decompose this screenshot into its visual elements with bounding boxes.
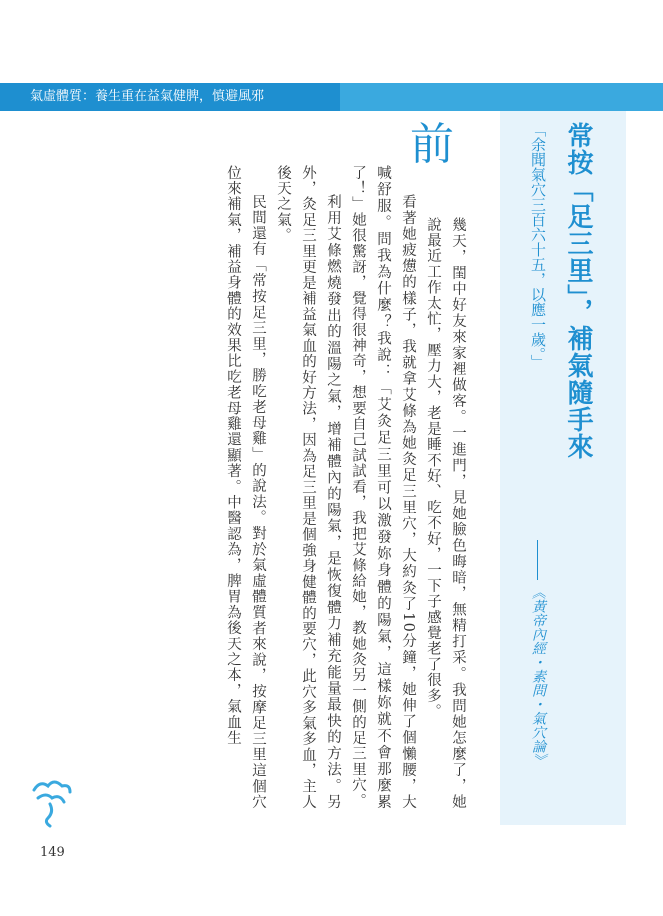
cloud-ornament-icon — [28, 770, 76, 830]
paragraph-4: 民間還有「常按足三里，勝吃老母雞」的說法。對於氣虛體質者來說，按摩足三里這個穴位來補氣，補益身體的效果比吃老母雞還顯著。中醫認為，脾胃為後天之本，氣血生 — [225, 165, 266, 810]
paragraph-2: 看著她疲憊的樣子，我就拿艾條為她灸足三里穴，大約灸了10分鐘，她伸了個懶腰，大喊舒服。問我為什麼？我說：「艾灸足三里可以激發妳身體的陽氣，這樣妳就不會那麼累了！」她很驚訝，覺得很神奇，想要自己試試看，我把艾條給她，教她灸另一側的足三里穴。 — [350, 165, 416, 810]
source-dash — [537, 540, 538, 580]
paragraph-3: 利用艾條燃燒發出的溫陽之氣，增補體內的陽氣，是恢復體力補充能量最快的方法。另外，灸足三里更是補益氣血的好方法，因為足三里是個強身健體的要穴，此穴多氣多血，主人後天之氣。 — [275, 165, 341, 810]
drop-cap: 前 — [410, 119, 454, 170]
chapter-title: 氣虛體質：養生重在益氣健脾，慎避風邪 — [0, 83, 340, 111]
page-number: 149 — [40, 845, 65, 860]
paragraph-1: 幾天，閨中好友來家裡做客。一進門，見她臉色晦暗，無精打采。我問她怎麼了，她說最近工作太忙，壓力大，老是睡不好、吃不好，一下子感覺老了很多。 — [425, 217, 466, 810]
section-title: 常按「足三里」，補氣隨手來 — [563, 122, 593, 460]
article-body — [220, 165, 470, 810]
epigraph-source: 《黃帝內經・素問・氣穴論》 — [530, 585, 546, 767]
epigraph-quote: 「余聞氣穴三百六十五，以應一歲。」 — [529, 122, 547, 370]
